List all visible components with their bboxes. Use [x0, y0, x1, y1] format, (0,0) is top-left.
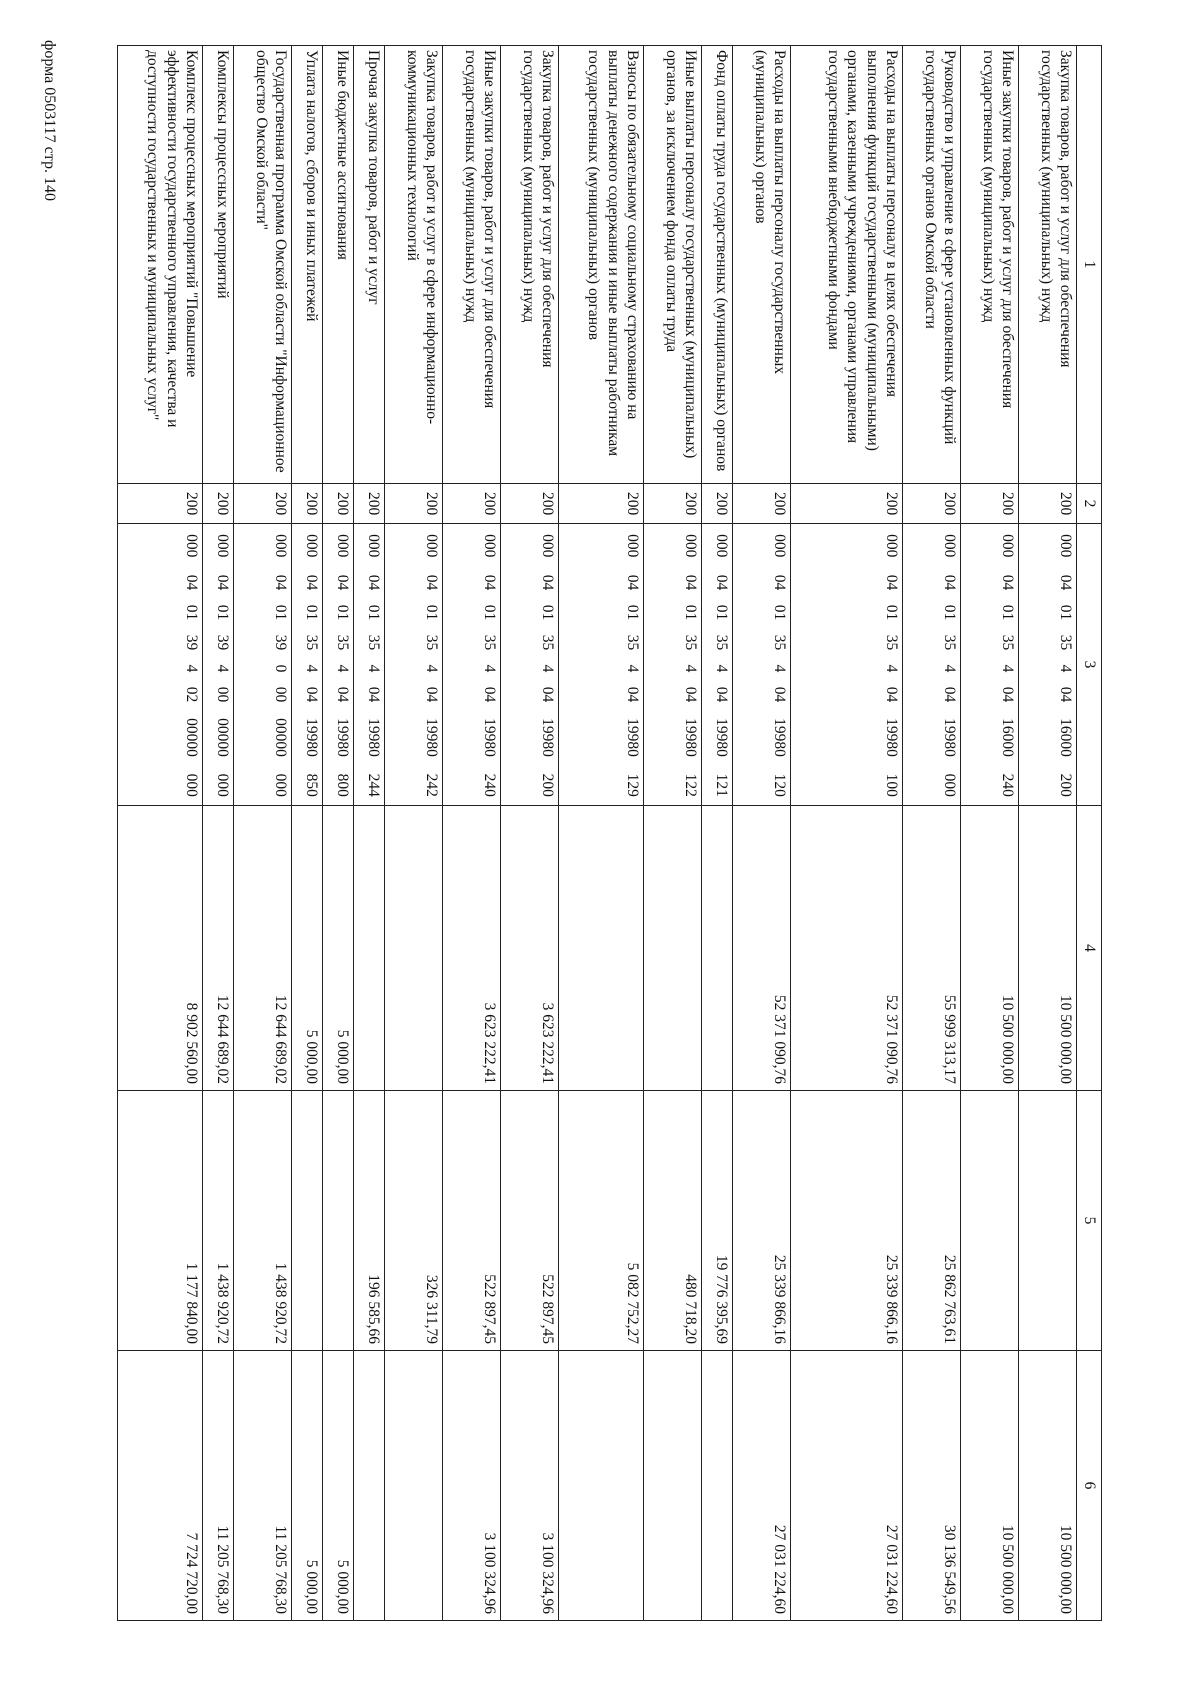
row-name: Иные закупки товаров, работ и услуг для обеспечения государственных (муниципальных) нужд — [443, 46, 501, 484]
column-header-1: 1 — [1077, 46, 1102, 484]
kbk-segment: 35 — [903, 628, 961, 658]
kbk-segment: 04 — [903, 568, 961, 598]
kbk-segment: 4 — [733, 658, 791, 680]
kbk-segment: 000 — [733, 524, 791, 568]
table-row — [443, 46, 501, 1621]
kbk-segment: 01 — [354, 598, 385, 628]
kbk-segment: 000 — [961, 524, 1019, 568]
kbk-segment: 04 — [903, 680, 961, 710]
approved-amount: 55 999 313,17 — [903, 806, 961, 1091]
table-row — [501, 46, 559, 1621]
row-name: Взносы по обязательному социальному страхованию на выплаты денежного содержания и иные выплаты работникам государственных (муниципальных) органов — [559, 46, 644, 484]
row-name: Закупка товаров, работ и услуг в сфере информационно-коммуникационных технологий — [385, 46, 443, 484]
row-line-code: 200 — [903, 484, 961, 524]
kbk-segment: 000 — [903, 524, 961, 568]
kbk-segment: 01 — [292, 598, 323, 628]
executed-amount: 522 897,45 — [443, 1091, 501, 1351]
kbk-segment: 39 — [118, 628, 203, 658]
row-line-code: 200 — [961, 484, 1019, 524]
kbk-segment: 240 — [443, 766, 501, 806]
row-line-code: 200 — [118, 484, 203, 524]
kbk-segment: 000 — [118, 766, 203, 806]
kbk-segment: 19980 — [323, 710, 354, 766]
table-row — [292, 46, 323, 1621]
approved-amount — [385, 806, 443, 1091]
unexecuted-amount — [644, 1351, 702, 1621]
kbk-segment: 4 — [1019, 658, 1077, 680]
row-name: Иные бюджетные ассигнования — [323, 46, 354, 484]
kbk-segment: 01 — [118, 598, 203, 628]
kbk-segment: 000 — [559, 524, 644, 568]
kbk-segment: 04 — [323, 680, 354, 710]
unexecuted-amount: 10 500 000,00 — [961, 1351, 1019, 1621]
kbk-segment: 19980 — [733, 710, 791, 766]
row-line-code: 200 — [702, 484, 733, 524]
kbk-segment: 35 — [292, 628, 323, 658]
kbk-segment: 39 — [203, 628, 234, 658]
kbk-segment: 4 — [559, 658, 644, 680]
kbk-segment: 19980 — [501, 710, 559, 766]
kbk-segment: 19980 — [791, 710, 903, 766]
executed-amount: 1 438 920,72 — [234, 1091, 292, 1351]
kbk-segment: 19980 — [292, 710, 323, 766]
kbk-segment: 01 — [733, 598, 791, 628]
executed-amount — [961, 1091, 1019, 1351]
table-body — [118, 46, 1077, 1621]
executed-amount: 1 177 840,00 — [118, 1091, 203, 1351]
table-row — [791, 46, 903, 1621]
kbk-segment: 00000 — [118, 710, 203, 766]
row-name: Комплексы процессных мероприятий — [203, 46, 234, 484]
kbk-segment: 4 — [443, 658, 501, 680]
kbk-segment: 0 — [234, 658, 292, 680]
kbk-segment: 4 — [385, 658, 443, 680]
unexecuted-amount: 11 205 768,30 — [203, 1351, 234, 1621]
kbk-segment: 000 — [203, 524, 234, 568]
kbk-segment: 19980 — [702, 710, 733, 766]
kbk-segment: 16000 — [1019, 710, 1077, 766]
kbk-segment: 121 — [702, 766, 733, 806]
kbk-segment: 04 — [234, 568, 292, 598]
approved-amount: 10 500 000,00 — [1019, 806, 1077, 1091]
kbk-segment: 120 — [733, 766, 791, 806]
executed-amount: 196 585,66 — [354, 1091, 385, 1351]
kbk-segment: 19980 — [443, 710, 501, 766]
kbk-segment: 04 — [501, 680, 559, 710]
table-row — [323, 46, 354, 1621]
kbk-segment: 01 — [234, 598, 292, 628]
kbk-segment: 000 — [443, 524, 501, 568]
unexecuted-amount — [559, 1351, 644, 1621]
kbk-segment: 000 — [903, 766, 961, 806]
executed-amount: 25 339 866,16 — [733, 1091, 791, 1351]
table-row — [961, 46, 1019, 1621]
kbk-segment: 35 — [385, 628, 443, 658]
approved-amount — [559, 806, 644, 1091]
approved-amount: 8 902 560,00 — [118, 806, 203, 1091]
kbk-segment: 04 — [559, 680, 644, 710]
row-name: Иные закупки товаров, работ и услуг для обеспечения государственных (муниципальных) нужд — [961, 46, 1019, 484]
kbk-segment: 19980 — [559, 710, 644, 766]
kbk-segment: 04 — [702, 680, 733, 710]
kbk-segment: 00000 — [203, 710, 234, 766]
kbk-segment: 000 — [644, 524, 702, 568]
kbk-segment: 01 — [702, 598, 733, 628]
approved-amount — [644, 806, 702, 1091]
row-name: Фонд оплаты труда государственных (муниципальных) органов — [702, 46, 733, 484]
kbk-segment: 04 — [791, 680, 903, 710]
kbk-segment: 000 — [501, 524, 559, 568]
kbk-segment: 04 — [501, 568, 559, 598]
row-name: Иные выплаты персоналу государственных (муниципальных) органов, за исключением фонда оплаты труда — [644, 46, 702, 484]
executed-amount: 25 339 866,16 — [791, 1091, 903, 1351]
kbk-segment: 04 — [203, 568, 234, 598]
kbk-segment: 01 — [385, 598, 443, 628]
kbk-segment: 850 — [292, 766, 323, 806]
approved-amount: 5 000,00 — [323, 806, 354, 1091]
kbk-segment: 04 — [292, 680, 323, 710]
column-numbers-row — [1077, 46, 1102, 1621]
kbk-segment: 000 — [203, 766, 234, 806]
kbk-segment: 01 — [323, 598, 354, 628]
row-name: Государственная программа Омской области "Информационное общество Омской области" — [234, 46, 292, 484]
row-name: Комплекс процессных мероприятий "Повышение эффективности государственного управления, качества и доступности государственных и муниципальных услуг" — [118, 46, 203, 484]
table-row — [234, 46, 292, 1621]
row-line-code: 200 — [385, 484, 443, 524]
row-line-code: 200 — [501, 484, 559, 524]
table-row — [118, 46, 203, 1621]
kbk-segment: 04 — [1019, 680, 1077, 710]
kbk-segment: 19980 — [354, 710, 385, 766]
executed-amount: 480 718,20 — [644, 1091, 702, 1351]
column-header-2: 2 — [1077, 484, 1102, 524]
kbk-segment: 04 — [354, 680, 385, 710]
row-line-code: 200 — [733, 484, 791, 524]
kbk-segment: 4 — [501, 658, 559, 680]
column-header-5: 5 — [1077, 1091, 1102, 1351]
kbk-segment: 000 — [385, 524, 443, 568]
unexecuted-amount: 27 031 224,60 — [733, 1351, 791, 1621]
kbk-segment: 01 — [644, 598, 702, 628]
unexecuted-amount: 11 205 768,30 — [234, 1351, 292, 1621]
kbk-segment: 16000 — [961, 710, 1019, 766]
kbk-segment: 04 — [443, 680, 501, 710]
unexecuted-amount: 3 100 324,96 — [443, 1351, 501, 1621]
approved-amount: 52 371 090,76 — [791, 806, 903, 1091]
kbk-segment: 35 — [702, 628, 733, 658]
kbk-segment: 01 — [1019, 598, 1077, 628]
kbk-segment: 35 — [354, 628, 385, 658]
kbk-segment: 240 — [961, 766, 1019, 806]
row-line-code: 200 — [292, 484, 323, 524]
kbk-segment: 4 — [292, 658, 323, 680]
kbk-segment: 01 — [443, 598, 501, 628]
kbk-segment: 4 — [118, 658, 203, 680]
kbk-segment: 04 — [791, 568, 903, 598]
kbk-segment: 04 — [385, 568, 443, 598]
row-line-code: 200 — [443, 484, 501, 524]
approved-amount: 10 500 000,00 — [961, 806, 1019, 1091]
row-name: Расходы на выплаты персоналу государственных (муниципальных) органов — [733, 46, 791, 484]
row-name: Закупка товаров, работ и услуг для обеспечения государственных (муниципальных) нужд — [1019, 46, 1077, 484]
report-table-rotated — [117, 45, 1102, 1620]
unexecuted-amount — [354, 1351, 385, 1621]
kbk-segment: 00 — [203, 680, 234, 710]
executed-amount: 5 082 752,27 — [559, 1091, 644, 1351]
kbk-segment: 4 — [791, 658, 903, 680]
kbk-segment: 04 — [702, 568, 733, 598]
row-line-code: 200 — [203, 484, 234, 524]
approved-amount: 12 644 689,02 — [234, 806, 292, 1091]
unexecuted-amount: 30 136 549,56 — [903, 1351, 961, 1621]
executed-amount: 326 311,79 — [385, 1091, 443, 1351]
row-name: Прочая закупка товаров, работ и услуг — [354, 46, 385, 484]
kbk-segment: 04 — [385, 680, 443, 710]
table-row — [385, 46, 443, 1621]
kbk-segment: 35 — [443, 628, 501, 658]
kbk-segment: 04 — [323, 568, 354, 598]
kbk-segment: 122 — [644, 766, 702, 806]
kbk-segment: 02 — [118, 680, 203, 710]
kbk-segment: 04 — [354, 568, 385, 598]
table-row — [702, 46, 733, 1621]
kbk-segment: 244 — [354, 766, 385, 806]
kbk-segment: 000 — [791, 524, 903, 568]
approved-amount: 5 000,00 — [292, 806, 323, 1091]
table-row — [903, 46, 961, 1621]
kbk-segment: 35 — [323, 628, 354, 658]
row-line-code: 200 — [559, 484, 644, 524]
row-name: Уплата налогов, сборов и иных платежей — [292, 46, 323, 484]
kbk-segment: 35 — [644, 628, 702, 658]
kbk-segment: 01 — [961, 598, 1019, 628]
unexecuted-amount: 27 031 224,60 — [791, 1351, 903, 1621]
kbk-segment: 000 — [234, 524, 292, 568]
kbk-segment: 000 — [354, 524, 385, 568]
kbk-segment: 35 — [961, 628, 1019, 658]
kbk-segment: 04 — [443, 568, 501, 598]
column-header-4: 4 — [1077, 806, 1102, 1091]
kbk-segment: 04 — [961, 568, 1019, 598]
table-row — [203, 46, 234, 1621]
approved-amount: 12 644 689,02 — [203, 806, 234, 1091]
kbk-segment: 19980 — [644, 710, 702, 766]
kbk-segment: 04 — [118, 568, 203, 598]
kbk-segment: 39 — [234, 628, 292, 658]
kbk-segment: 01 — [791, 598, 903, 628]
kbk-segment: 200 — [501, 766, 559, 806]
kbk-segment: 00000 — [234, 710, 292, 766]
row-line-code: 200 — [644, 484, 702, 524]
kbk-segment: 100 — [791, 766, 903, 806]
kbk-segment: 04 — [733, 568, 791, 598]
unexecuted-amount: 3 100 324,96 — [501, 1351, 559, 1621]
kbk-segment: 4 — [961, 658, 1019, 680]
kbk-segment: 4 — [702, 658, 733, 680]
kbk-segment: 000 — [323, 524, 354, 568]
kbk-segment: 04 — [1019, 568, 1077, 598]
kbk-segment: 000 — [702, 524, 733, 568]
executed-amount: 25 862 763,61 — [903, 1091, 961, 1351]
form-reference: форма 0503117 стр. 140 — [41, 40, 58, 201]
table-row — [354, 46, 385, 1621]
approved-amount: 3 623 222,41 — [443, 806, 501, 1091]
table-row — [1019, 46, 1077, 1621]
row-name: Руководство и управление в сфере установленных функций государственных органов Омской области — [903, 46, 961, 484]
unexecuted-amount: 7 724 720,00 — [118, 1351, 203, 1621]
unexecuted-amount: 10 500 000,00 — [1019, 1351, 1077, 1621]
row-line-code: 200 — [1019, 484, 1077, 524]
kbk-segment: 00 — [234, 680, 292, 710]
executed-amount: 522 897,45 — [501, 1091, 559, 1351]
row-name: Расходы на выплаты персоналу в целях обеспечения выполнения функций государственными (муниципальными) органами, казенными учреждениями, органами управления государственными внебюджетными фондами — [791, 46, 903, 484]
kbk-segment: 01 — [903, 598, 961, 628]
column-header-3: 3 — [1077, 524, 1102, 806]
kbk-segment: 35 — [501, 628, 559, 658]
row-line-code: 200 — [354, 484, 385, 524]
kbk-segment: 4 — [354, 658, 385, 680]
executed-amount — [323, 1091, 354, 1351]
kbk-segment: 200 — [1019, 766, 1077, 806]
expenditure-table — [117, 45, 1102, 1621]
table-row — [559, 46, 644, 1621]
unexecuted-amount — [385, 1351, 443, 1621]
kbk-segment: 19980 — [903, 710, 961, 766]
kbk-segment: 04 — [644, 680, 702, 710]
kbk-segment: 04 — [644, 568, 702, 598]
kbk-segment: 242 — [385, 766, 443, 806]
kbk-segment: 000 — [292, 524, 323, 568]
kbk-segment: 4 — [903, 658, 961, 680]
kbk-segment: 19980 — [385, 710, 443, 766]
kbk-segment: 000 — [1019, 524, 1077, 568]
kbk-segment: 35 — [559, 628, 644, 658]
kbk-segment: 4 — [644, 658, 702, 680]
unexecuted-amount: 5 000,00 — [292, 1351, 323, 1621]
kbk-segment: 000 — [234, 766, 292, 806]
approved-amount — [702, 806, 733, 1091]
kbk-segment: 04 — [733, 680, 791, 710]
kbk-segment: 35 — [1019, 628, 1077, 658]
executed-amount — [292, 1091, 323, 1351]
kbk-segment: 4 — [323, 658, 354, 680]
row-line-code: 200 — [234, 484, 292, 524]
kbk-segment: 01 — [203, 598, 234, 628]
row-line-code: 200 — [791, 484, 903, 524]
kbk-segment: 000 — [118, 524, 203, 568]
kbk-segment: 800 — [323, 766, 354, 806]
kbk-segment: 04 — [559, 568, 644, 598]
column-header-6: 6 — [1077, 1351, 1102, 1621]
kbk-segment: 129 — [559, 766, 644, 806]
approved-amount: 52 371 090,76 — [733, 806, 791, 1091]
executed-amount: 1 438 920,72 — [203, 1091, 234, 1351]
kbk-segment: 04 — [961, 680, 1019, 710]
kbk-segment: 01 — [501, 598, 559, 628]
executed-amount — [1019, 1091, 1077, 1351]
table-row — [644, 46, 702, 1621]
unexecuted-amount — [702, 1351, 733, 1621]
kbk-segment: 04 — [292, 568, 323, 598]
table-row — [733, 46, 791, 1621]
unexecuted-amount: 5 000,00 — [323, 1351, 354, 1621]
row-name: Закупка товаров, работ и услуг для обеспечения государственных (муниципальных) нужд — [501, 46, 559, 484]
approved-amount: 3 623 222,41 — [501, 806, 559, 1091]
row-line-code: 200 — [323, 484, 354, 524]
approved-amount — [354, 806, 385, 1091]
kbk-segment: 35 — [791, 628, 903, 658]
kbk-segment: 35 — [733, 628, 791, 658]
kbk-segment: 4 — [203, 658, 234, 680]
executed-amount: 19 776 395,69 — [702, 1091, 733, 1351]
kbk-segment: 01 — [559, 598, 644, 628]
